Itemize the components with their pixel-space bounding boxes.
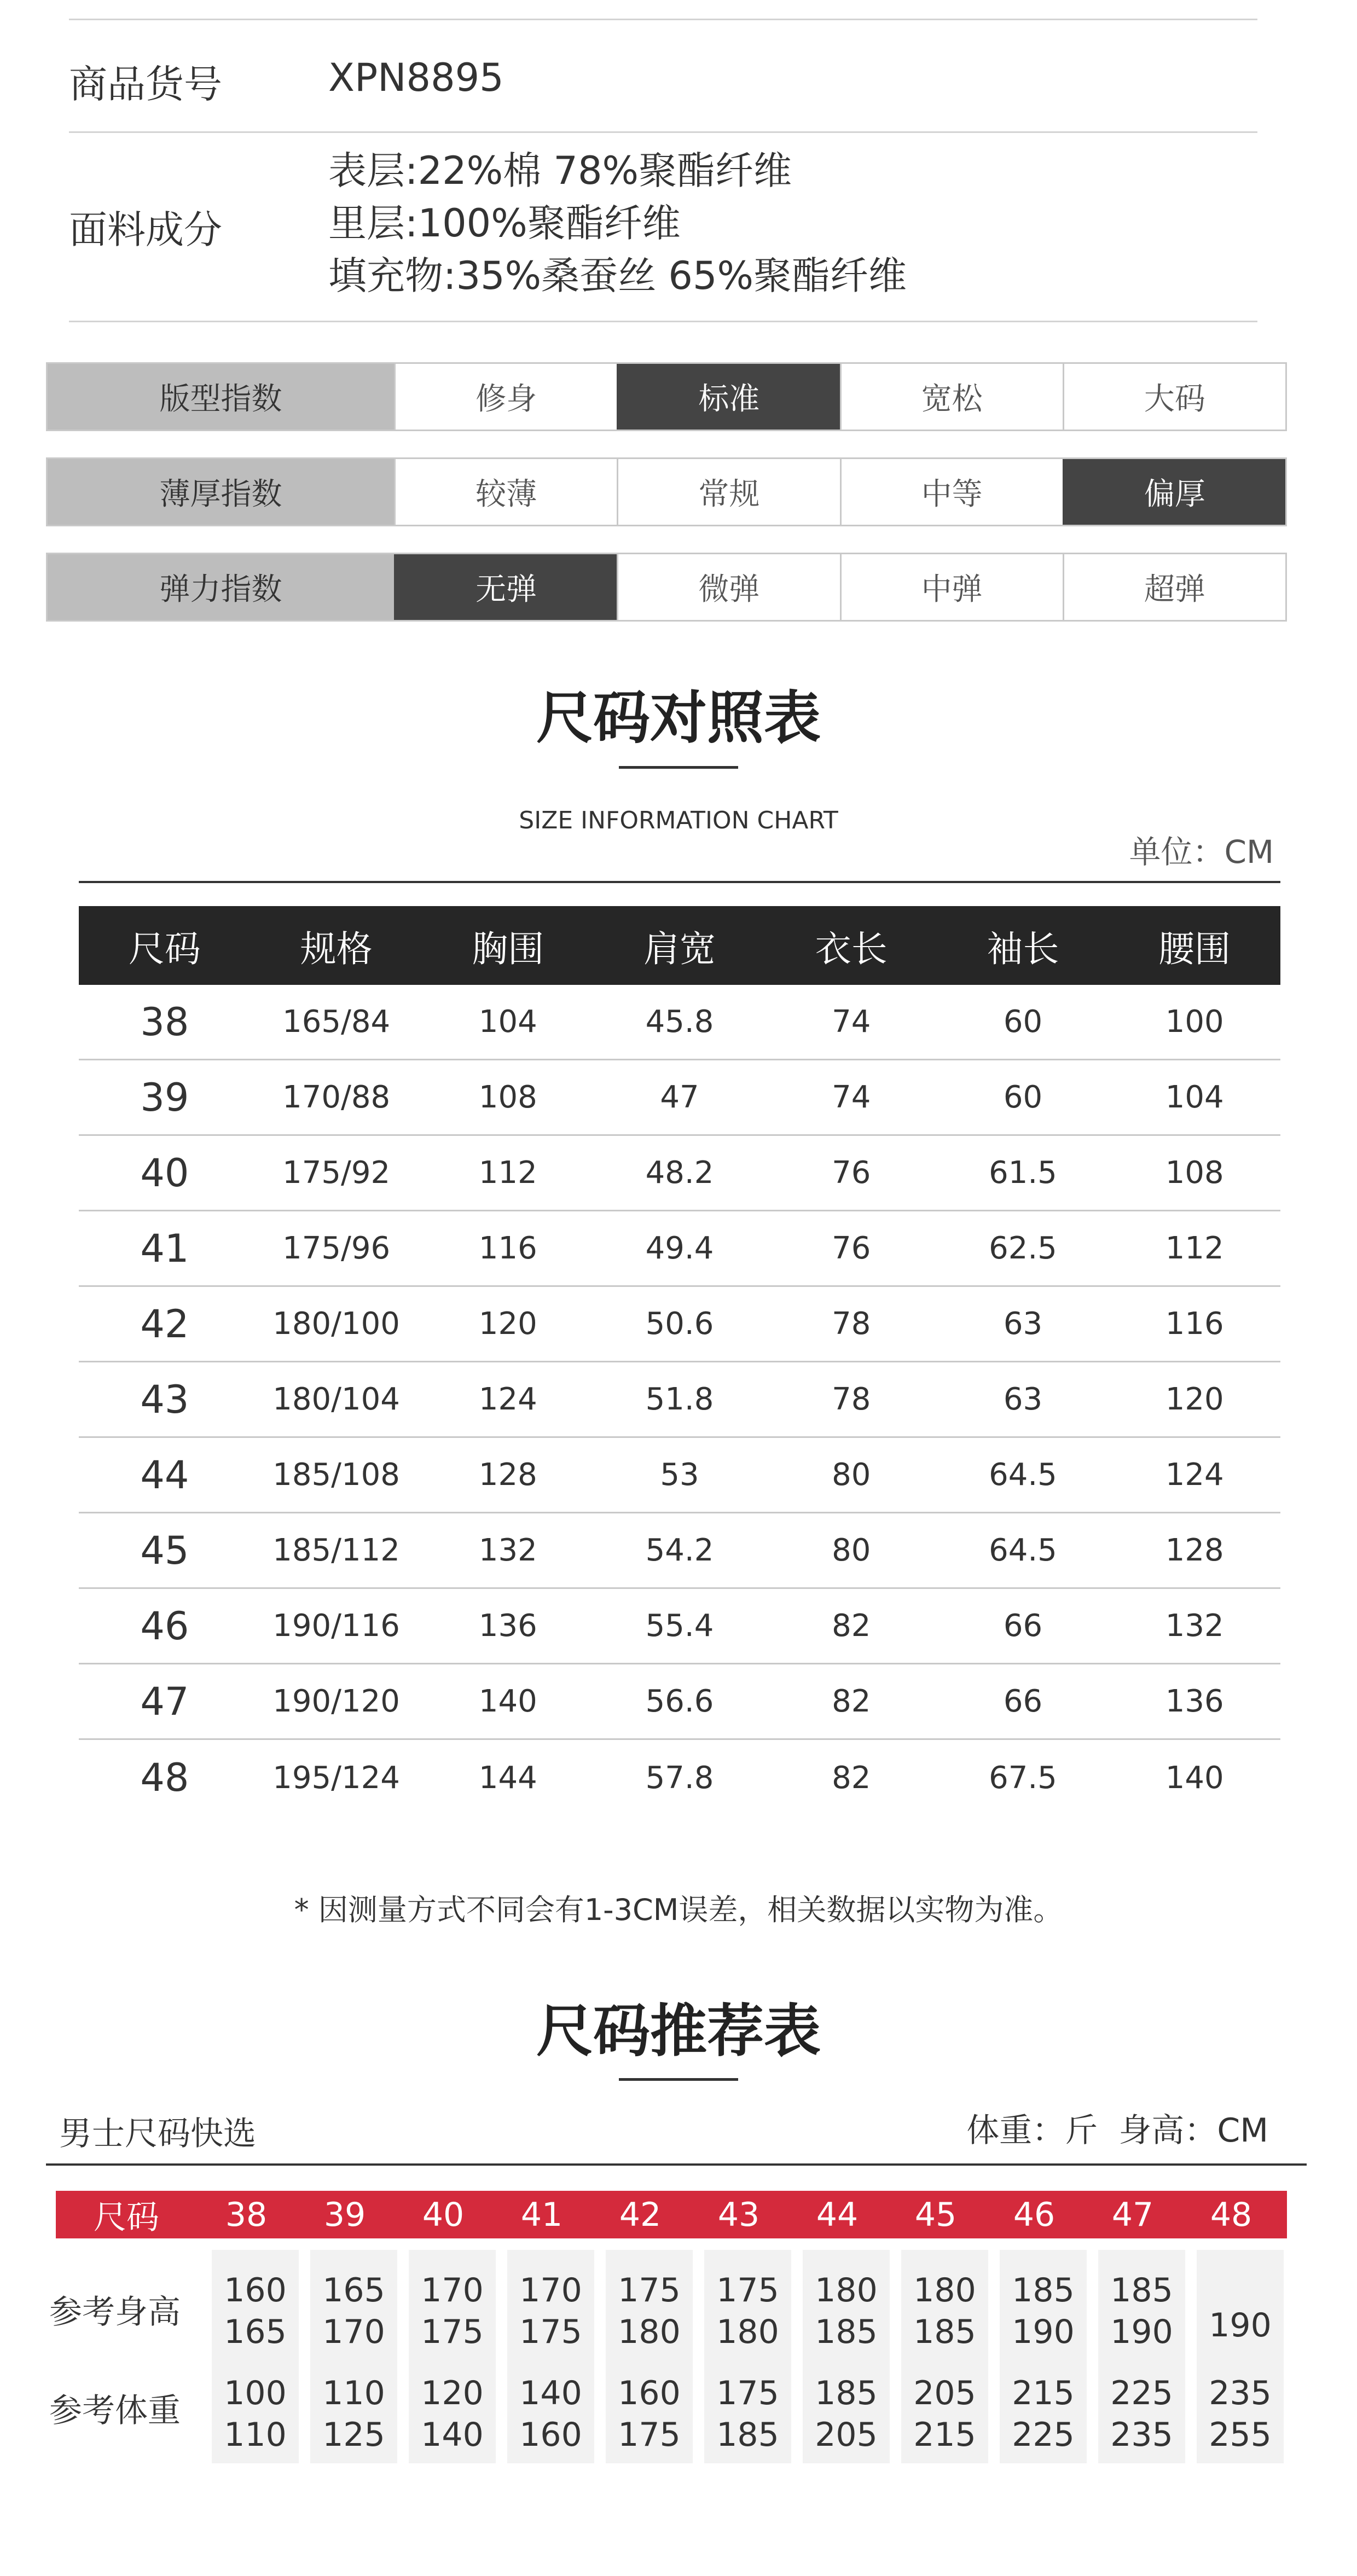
table-cell: 108 (1165, 1155, 1224, 1191)
table-cell: 44 (140, 1452, 189, 1498)
table-cell: 76 (832, 1155, 871, 1191)
table-cell: 116 (1165, 1306, 1224, 1342)
table-cell: 53 (660, 1457, 699, 1493)
weight-value: 255 (1209, 2416, 1272, 2454)
recommend-column (409, 2250, 496, 2463)
table-cell: 120 (478, 1306, 537, 1342)
table-cell: 74 (832, 1080, 871, 1115)
height-value: 170 (421, 2271, 484, 2310)
table-row (79, 1287, 1280, 1362)
table-cell: 140 (1165, 1760, 1224, 1796)
table-cell: 55.4 (645, 1608, 714, 1644)
height-value: 190 (1012, 2313, 1075, 2351)
recommend-column (507, 2250, 594, 2463)
height-value: 190 (1209, 2306, 1272, 2345)
table-cell: 45 (140, 1528, 189, 1573)
table-cell: 66 (1003, 1608, 1043, 1644)
recommend-size: 48 (1210, 2195, 1252, 2234)
index-row-thickness (46, 457, 1287, 526)
index-option-selected: 无弹 (394, 554, 617, 620)
unit-label: 单位：CM (1129, 833, 1274, 871)
height-value: 185 (913, 2313, 976, 2351)
height-value: 175 (618, 2271, 681, 2310)
table-row (79, 1589, 1280, 1664)
recommend-column (803, 2250, 890, 2463)
table-cell: 175/96 (282, 1231, 391, 1266)
header-cell: 胸围 (472, 927, 544, 970)
index-title: 版型指数 (48, 364, 394, 430)
recommend-left-label: 男士尺码快选 (59, 2115, 256, 2153)
weight-value: 160 (618, 2374, 681, 2412)
weight-value: 215 (913, 2416, 976, 2454)
table-cell: 46 (140, 1603, 189, 1649)
table-cell: 67.5 (989, 1760, 1057, 1796)
recommend-size: 47 (1111, 2195, 1154, 2234)
recommend-title: 尺码推荐表 (536, 1998, 821, 2064)
index-option: 较薄 (394, 459, 617, 525)
recommend-size: 38 (225, 2195, 268, 2234)
index-option: 中等 (840, 459, 1063, 525)
table-cell: 180/100 (272, 1306, 400, 1342)
recommend-size: 40 (422, 2195, 465, 2234)
table-cell: 47 (660, 1080, 699, 1115)
table-cell: 63 (1003, 1382, 1043, 1417)
index-row-elasticity (46, 553, 1287, 622)
fabric-line: 表层:22%棉 78%聚酯纤维 (328, 148, 792, 193)
weight-value: 185 (815, 2374, 878, 2412)
table-cell: 100 (1165, 1004, 1224, 1040)
table-cell: 82 (832, 1608, 871, 1644)
weight-value: 175 (716, 2374, 779, 2412)
table-row (79, 1438, 1280, 1513)
table-cell: 104 (1165, 1080, 1224, 1115)
table-cell: 78 (832, 1306, 871, 1342)
table-row (79, 985, 1280, 1060)
index-option: 超弹 (1063, 554, 1285, 620)
height-value: 170 (519, 2271, 582, 2310)
height-value: 165 (322, 2271, 385, 2310)
table-cell: 190/116 (272, 1608, 400, 1644)
table-cell: 64.5 (989, 1533, 1057, 1568)
size-chart-title: 尺码对照表 (536, 684, 821, 751)
table-cell: 57.8 (645, 1760, 714, 1796)
size-table-header (79, 906, 1280, 985)
table-cell: 78 (832, 1382, 871, 1417)
table-cell: 60 (1003, 1004, 1043, 1040)
sku-label: 商品货号 (69, 62, 222, 107)
recommend-column (606, 2250, 693, 2463)
table-cell: 124 (478, 1382, 537, 1417)
weight-value: 225 (1110, 2374, 1173, 2412)
height-value: 175 (716, 2271, 779, 2310)
table-cell: 82 (832, 1760, 871, 1796)
table-row (79, 1513, 1280, 1589)
index-title: 弹力指数 (48, 554, 394, 620)
weight-value: 235 (1209, 2374, 1272, 2412)
weight-value: 205 (815, 2416, 878, 2454)
index-option: 大码 (1063, 364, 1285, 430)
header-cell: 袖长 (987, 927, 1059, 970)
table-cell: 108 (478, 1080, 537, 1115)
table-cell: 116 (478, 1231, 537, 1266)
table-cell: 180/104 (272, 1382, 400, 1417)
height-value: 175 (519, 2313, 582, 2351)
index-row-fit (46, 362, 1287, 431)
recommend-right-label: 体重：斤 身高：CM (966, 2111, 1268, 2150)
recommend-column (704, 2250, 791, 2463)
weight-value: 185 (716, 2416, 779, 2454)
header-cell: 规格 (300, 927, 373, 970)
height-value: 175 (421, 2313, 484, 2351)
table-cell: 165/84 (282, 1004, 391, 1040)
table-row (79, 1136, 1280, 1211)
recommend-column (901, 2250, 988, 2463)
table-cell: 63 (1003, 1306, 1043, 1342)
weight-value: 205 (913, 2374, 976, 2412)
recommend-size: 42 (619, 2195, 662, 2234)
recommend-top-rule (46, 2163, 1307, 2166)
table-cell: 66 (1003, 1684, 1043, 1719)
table-cell: 132 (478, 1533, 537, 1568)
index-title: 薄厚指数 (48, 459, 394, 525)
height-value: 180 (618, 2313, 681, 2351)
recommend-header-label: 尺码 (94, 2198, 159, 2237)
weight-value: 235 (1110, 2416, 1173, 2454)
table-row (79, 1362, 1280, 1438)
table-cell: 144 (478, 1760, 537, 1796)
recommend-size-cells (197, 2191, 1287, 2238)
weight-value: 100 (224, 2374, 287, 2412)
index-option: 常规 (617, 459, 839, 525)
header-cell: 尺码 (128, 927, 201, 970)
table-cell: 39 (140, 1075, 189, 1120)
recommend-size: 39 (323, 2195, 366, 2234)
recommend-size: 44 (816, 2195, 859, 2234)
table-cell: 74 (832, 1004, 871, 1040)
table-cell: 140 (478, 1684, 537, 1719)
table-row (79, 1060, 1280, 1136)
size-chart-subtitle: SIZE INFORMATION CHART (519, 807, 838, 834)
table-cell: 112 (478, 1155, 537, 1191)
weight-value: 215 (1012, 2374, 1075, 2412)
table-cell: 175/92 (282, 1155, 391, 1191)
index-option: 宽松 (840, 364, 1063, 430)
recommend-header (56, 2191, 1287, 2238)
table-cell: 48 (140, 1755, 189, 1800)
weight-value: 160 (519, 2416, 582, 2454)
recommend-column (1000, 2250, 1087, 2463)
table-cell: 41 (140, 1226, 189, 1271)
table-cell: 76 (832, 1231, 871, 1266)
table-cell: 54.2 (645, 1533, 714, 1568)
table-row (79, 1211, 1280, 1287)
weight-value: 140 (421, 2416, 484, 2454)
table-cell: 40 (140, 1150, 189, 1196)
table-row (79, 1740, 1280, 1815)
recommend-column (212, 2250, 299, 2463)
table-cell: 195/124 (272, 1760, 400, 1796)
height-value: 180 (913, 2271, 976, 2310)
fabric-label: 面料成分 (69, 207, 222, 252)
chart-top-rule (79, 881, 1280, 883)
height-value: 185 (1012, 2271, 1075, 2310)
table-cell: 120 (1165, 1382, 1224, 1417)
index-option-selected: 标准 (617, 364, 839, 430)
recommend-size: 41 (520, 2195, 563, 2234)
table-cell: 136 (478, 1608, 537, 1644)
recommend-column (1098, 2250, 1185, 2463)
table-cell: 128 (1165, 1533, 1224, 1568)
table-cell: 38 (140, 999, 189, 1045)
table-cell: 45.8 (645, 1004, 714, 1040)
index-option: 中弹 (840, 554, 1063, 620)
recommend-size: 45 (914, 2195, 957, 2234)
recommend-column (1197, 2250, 1284, 2463)
header-cell: 肩宽 (643, 927, 716, 970)
table-cell: 51.8 (645, 1382, 714, 1417)
index-option-selected: 偏厚 (1063, 459, 1285, 525)
weight-value: 110 (224, 2416, 287, 2454)
header-cell: 衣长 (815, 927, 888, 970)
height-value: 180 (716, 2313, 779, 2351)
table-cell: 136 (1165, 1684, 1224, 1719)
table-cell: 124 (1165, 1457, 1224, 1493)
fabric-line: 里层:100%聚酯纤维 (328, 201, 681, 246)
table-cell: 48.2 (645, 1155, 714, 1191)
height-value: 165 (224, 2313, 287, 2351)
table-cell: 112 (1165, 1231, 1224, 1266)
recommend-size: 43 (717, 2195, 760, 2234)
table-cell: 47 (140, 1679, 189, 1724)
recommend-column (310, 2250, 397, 2463)
table-cell: 62.5 (989, 1231, 1057, 1266)
index-option: 修身 (394, 364, 617, 430)
weight-value: 110 (322, 2374, 385, 2412)
table-cell: 132 (1165, 1608, 1224, 1644)
height-value: 190 (1110, 2313, 1173, 2351)
title-underline (619, 2078, 738, 2081)
divider-sku (69, 131, 1257, 133)
table-cell: 128 (478, 1457, 537, 1493)
height-value: 185 (815, 2313, 878, 2351)
table-cell: 104 (478, 1004, 537, 1040)
height-label: 参考身高 (49, 2293, 181, 2331)
table-row (79, 1664, 1280, 1740)
table-cell: 56.6 (645, 1684, 714, 1719)
divider-top (69, 19, 1257, 20)
table-cell: 190/120 (272, 1684, 400, 1719)
weight-label: 参考体重 (49, 2392, 181, 2430)
weight-value: 140 (519, 2374, 582, 2412)
table-cell: 60 (1003, 1080, 1043, 1115)
height-value: 170 (322, 2313, 385, 2351)
height-value: 180 (815, 2271, 878, 2310)
table-cell: 185/112 (272, 1533, 400, 1568)
table-cell: 49.4 (645, 1231, 714, 1266)
weight-value: 175 (618, 2416, 681, 2454)
title-underline (619, 766, 738, 769)
divider-fabric (69, 321, 1257, 322)
height-value: 185 (1110, 2271, 1173, 2310)
table-cell: 61.5 (989, 1155, 1057, 1191)
fabric-line: 填充物:35%桑蚕丝 65%聚酯纤维 (328, 253, 907, 298)
height-value: 160 (224, 2271, 287, 2310)
header-cell: 腰围 (1158, 927, 1231, 970)
sku-value: XPN8895 (328, 55, 504, 100)
table-cell: 64.5 (989, 1457, 1057, 1493)
measurement-note: * 因测量方式不同会有1-3CM误差，相关数据以实物为准。 (294, 1893, 1063, 1927)
table-cell: 82 (832, 1684, 871, 1719)
table-cell: 170/88 (282, 1080, 391, 1115)
weight-value: 120 (421, 2374, 484, 2412)
table-cell: 80 (832, 1457, 871, 1493)
weight-value: 125 (322, 2416, 385, 2454)
table-cell: 185/108 (272, 1457, 400, 1493)
table-cell: 80 (832, 1533, 871, 1568)
table-cell: 50.6 (645, 1306, 714, 1342)
recommend-size: 46 (1013, 2195, 1056, 2234)
table-cell: 42 (140, 1301, 189, 1347)
table-cell: 43 (140, 1377, 189, 1422)
weight-value: 225 (1012, 2416, 1075, 2454)
index-option: 微弹 (617, 554, 839, 620)
